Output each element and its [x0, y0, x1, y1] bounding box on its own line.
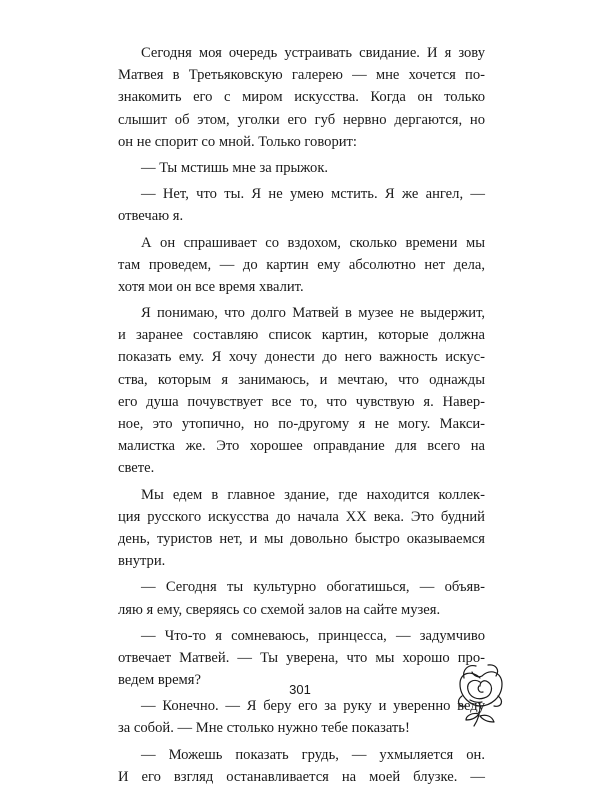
text-line: А он спрашивает со вздохом, сколько времени мы — [141, 234, 485, 251]
text-line: внутри. — [118, 553, 166, 570]
text-line: ляю я ему, сверяясь со схемой залов на сайте музея. — [118, 601, 441, 618]
text-line: свете. — [118, 460, 155, 477]
rose-icon — [452, 656, 508, 728]
text-line: отвечаю я. — [118, 208, 184, 225]
text-line: — Нет, что ты. Я не умею мстить. Я же ангел, — — [141, 186, 485, 203]
text-line: он не спорит со мной. Только говорит: — [118, 133, 357, 150]
text-line: — Конечно. — Я беру его за руку и уверенно веду — [141, 698, 485, 715]
text-line: его душа почувствует все то, что чувствую я. Навер- — [118, 393, 485, 410]
text-line: — Можешь показать грудь, — ухмыляется он. — [141, 746, 485, 763]
text-line: — Сегодня ты культурно обогатишься, — объяв- — [141, 579, 485, 596]
text-line: — Что-то я сомневаюсь, принцесса, — задумчиво — [141, 627, 485, 644]
text-line: и заранее составляю список картин, которые должна — [118, 327, 485, 344]
text-line: хотя мои он все время хвалит. — [118, 278, 304, 295]
text-line: И его взгляд останавливается на моей блузке. — — [118, 768, 485, 785]
text-line: слышит об этом, уголки его губ нервно дергаются, но — [118, 111, 485, 128]
text-line: показать ему. Я хочу донести до него важность искус- — [118, 349, 485, 366]
text-line: Сегодня моя очередь устраивать свидание. И я зову — [141, 45, 485, 61]
text-line: Мы едем в главное здание, где находится коллек- — [141, 486, 485, 503]
text-line: отвечает Матвей. — Ты уверена, что мы хорошо про- — [118, 649, 485, 666]
text-line: ства, которым я занимаюсь, и мечтаю, что однажды — [118, 371, 485, 388]
text-line: за собой. — Мне столько нужно тебе показать! — [118, 720, 410, 737]
text-line: ция русского искусства до начала XX века. Это будний — [118, 508, 485, 525]
text-line: там проведем, — до картин ему абсолютно нет дела, — [118, 256, 485, 273]
page-number: 301 — [289, 682, 311, 697]
text-line: знакомить его с миром искусства. Когда он только — [118, 89, 485, 106]
text-line: ное, это утопично, но по-другому я не могу. Макси- — [118, 416, 485, 432]
book-page-text — [118, 42, 485, 788]
text-line: день, туристов нет, и мы довольно быстро оказываемся — [118, 530, 485, 547]
text-line: ведем время? — [118, 672, 201, 689]
text-line: малистка же. Это хорошее оправдание для всего на — [118, 438, 485, 455]
text-line: Матвея в Третьяковскую галерею — мне хочется по- — [118, 67, 485, 84]
text-line: Я понимаю, что долго Матвей в музее не выдержит, — [141, 305, 485, 322]
text-line: — Ты мстишь мне за прыжок. — [141, 159, 329, 176]
